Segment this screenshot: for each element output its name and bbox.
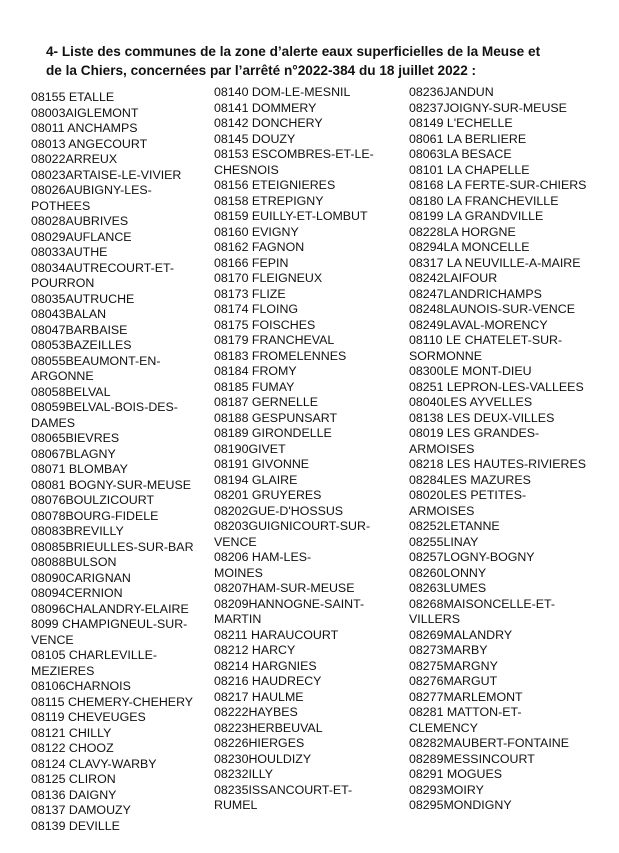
commune-line: 08170 FLEIGNEUX [214,271,323,285]
commune-line: 08119 CHEVEUGES [31,710,146,724]
commune-line: 08124 CLAVY-WARBY [31,756,157,771]
commune-line: 08257LOGNY-BOGNY [409,550,535,564]
commune-line: MARTIN [214,612,262,626]
commune-line: 08141 DOMMERY [214,100,317,115]
commune-line: CLEMENCY [409,720,478,735]
commune-line: 08199 LA GRANDVILLE [409,209,544,223]
commune-line: 08106CHARNOIS [31,679,131,693]
commune-line: 08235ISSANCOURT-ET- [214,782,353,797]
commune-line: 08202GUE-D'HOSSUS [214,503,344,518]
commune-column-2 [214,85,392,814]
commune-line: 08206 HAM-LES- [214,550,312,564]
commune-line: POTHEES [31,198,91,213]
commune-line: 08115 CHEMERY-CHEHERY [31,694,194,709]
commune-line: 08067BLAGNY [31,446,116,461]
commune-line: 08029AUFLANCE [31,229,132,244]
commune-line: 08019 LES GRANDES- [409,426,540,440]
commune-line: 08166 FEPIN [214,255,289,270]
commune-line: 08059BELVAL-BOIS-DES- [31,400,178,414]
commune-line: 08028AUBRIVES [31,214,129,228]
commune-line: 08212 HARCY [214,643,296,657]
commune-line: 08281 MATTON-ET- [409,705,522,719]
commune-line: MEZIERES [31,663,95,678]
commune-line: 08248LAUNOIS-SUR-VENCE [409,302,575,316]
commune-line: 08252LETANNE [409,519,500,533]
commune-line: 08121 CHILLY [31,725,112,740]
commune-line: 08207HAM-SUR-MEUSE [214,581,355,595]
commune-line: 08291 MOGUES [409,767,502,781]
commune-line: 08293MOIRY [409,782,484,797]
commune-line: 08247LANDRICHAMPS [409,286,542,301]
commune-line: 08255LINAY [409,534,479,549]
commune-line: 08061 LA BERLIERE [409,131,527,146]
commune-line: 08294LA MONCELLE [409,240,530,254]
commune-line: 08201 GRUYERES [214,488,322,502]
commune-line: CHESNOIS [214,162,279,177]
commune-line: ARMOISES [409,503,475,518]
commune-line: 08277MARLEMONT [409,689,523,704]
commune-line: 08110 LE CHATELET-SUR- [409,333,563,347]
commune-line: VENCE [214,534,257,549]
commune-line: 08022ARREUX [31,152,118,166]
commune-line: 08088BULSON [31,555,117,569]
commune-line: SORMONNE [409,348,482,363]
commune-line: 08179 FRANCHEVAL [214,333,335,347]
commune-line: VILLERS [409,612,460,626]
commune-line: 08168 LA FERTE-SUR-CHIERS [409,178,587,192]
commune-line: 08226HIERGES [214,736,305,750]
commune-line: 08026AUBIGNY-LES- [31,183,152,197]
commune-line: 08273MARBY [409,643,488,657]
commune-line: 08065BIEVRES [31,431,120,445]
commune-line: 08085BRIEULLES-SUR-BAR [31,539,194,554]
commune-line: 08078BOURG-FIDELE [31,508,159,523]
title-line-1: 4- Liste des communes de la zone d’alerte eaux superficielles de la Meuse et [46,44,541,59]
commune-line: 08158 ETREPIGNY [214,193,324,208]
commune-line: 08295MONDIGNY [409,798,512,812]
commune-line: 08136 DAIGNY [31,787,117,802]
commune-line: 08232ILLY [214,767,274,781]
commune-line: 08040LES AYVELLES [409,395,533,409]
commune-line: 08180 LA FRANCHEVILLE [409,193,559,208]
commune-line: 08242LAIFOUR [409,271,498,285]
commune-line: 08203GUIGNICOURT-SUR- [214,519,371,533]
commune-line: 08096CHALANDRY-ELAIRE [31,601,189,616]
commune-line: 08251 LEPRON-LES-VALLEES [409,379,584,394]
commune-line: 08289MESSINCOURT [409,751,535,766]
commune-line: ARGONNE [31,369,94,383]
commune-line: 08194 GLAIRE [214,472,298,487]
commune-line: 08160 EVIGNY [214,224,299,239]
commune-line: 08013 ANGECOURT [31,136,148,151]
commune-line: 08149 L'ECHELLE [409,116,513,130]
commune-line: 08140 DOM-LE-MESNIL [214,85,351,99]
commune-line: 08216 HAUDRECY [214,674,322,688]
commune-column-3 [409,85,589,814]
commune-line: 08083BREVILLY [31,524,124,538]
commune-line: 08047BARBAISE [31,322,128,337]
commune-line: 08153 ESCOMBRES-ET-LE- [214,147,374,161]
commune-line: 08187 GERNELLE [214,395,319,409]
commune-line: 08269MALANDRY [409,627,513,642]
commune-line: 08053BAZEILLES [31,338,132,352]
commune-line: 08071 BLOMBAY [31,462,128,476]
commune-line: 08191 GIVONNE [214,457,310,471]
commune-line: 08020LES PETITES- [409,488,527,502]
commune-line: 08063LA BESACE [409,147,512,161]
commune-line: DAMES [31,415,76,430]
commune-line: 08137 DAMOUZY [31,803,131,817]
commune-line: 08033AUTHE [31,245,108,259]
commune-line: 08155 ETALLE [31,90,115,104]
commune-line: RUMEL [214,798,258,812]
commune-line: 08317 LA NEUVILLE-A-MAIRE [409,255,581,270]
commune-line: 08249LAVAL-MORENCY [409,317,548,332]
commune-line: 08185 FUMAY [214,379,295,394]
commune-line: 08139 DEVILLE [31,818,120,833]
title-line-2: de la Chiers, concernées par l’arrêté n°2022-384 du 18 juillet 2022 : [46,63,477,78]
commune-line: 08094CERNION [31,586,123,600]
commune-line: 08173 FLIZE [214,286,286,301]
commune-line: VENCE [31,632,74,647]
commune-line: 08043BALAN [31,307,107,321]
commune-line: 08034AUTRECOURT-ET- [31,260,174,275]
commune-line: 08209HANNOGNE-SAINT- [214,596,365,611]
commune-line: 08214 HARGNIES [214,658,317,673]
commune-line: 08223HERBEUVAL [214,720,323,735]
commune-line: 08190GIVET [214,441,286,456]
commune-line: 8099 CHAMPIGNEUL-SUR- [31,617,188,631]
commune-line: 08276MARGUT [409,674,498,688]
commune-line: 08263LUMES [409,581,487,595]
commune-line: 08055BEAUMONT-EN- [31,353,161,368]
commune-line: 08090CARIGNAN [31,570,131,585]
commune-line: POURRON [31,276,95,290]
commune-line: 08162 FAGNON [214,240,305,254]
commune-line: 08003AIGLEMONT [31,105,139,120]
commune-line: 08222HAYBES [214,705,298,719]
commune-line: 08081 BOGNY-SUR-MEUSE [31,477,191,492]
commune-line: 08138 LES DEUX-VILLES [409,410,555,425]
commune-line: 08300LE MONT-DIEU [409,364,532,378]
commune-line: 08260LONNY [409,565,487,580]
commune-line: 08175 FOISCHES [214,317,316,332]
commune-line: ARMOISES [409,441,475,456]
commune-line: 08023ARTAISE-LE-VIVIER [31,167,182,182]
commune-line: 08058BELVAL [31,384,111,399]
commune-line: 08275MARGNY [409,658,498,673]
commune-line: 08268MAISONCELLE-ET- [409,596,555,611]
commune-line: 08183 FROMELENNES [214,348,347,363]
commune-line: 08282MAUBERT-FONTAINE [409,736,569,750]
commune-line: 08236JANDUN [409,85,494,99]
commune-line: 08076BOULZICOURT [31,493,155,507]
commune-line: 08217 HAULME [214,689,304,704]
commune-line: 08105 CHARLEVILLE- [31,648,158,662]
commune-line: 08284LES MAZURES [409,472,531,487]
commune-line: 08101 LA CHAPELLE [409,162,530,177]
commune-line: 08125 CLIRON [31,772,116,786]
commune-line: 08011 ANCHAMPS [31,121,138,135]
commune-line: 08189 GIRONDELLE [214,426,332,440]
commune-line: 08035AUTRUCHE [31,291,135,306]
commune-column-1 [31,90,207,834]
commune-line: 08156 ETEIGNIERES [214,178,336,192]
commune-line: 08145 DOUZY [214,131,296,146]
document-title [46,42,586,80]
commune-line: 08211 HARAUCOURT [214,627,339,642]
commune-line: 08142 DONCHERY [214,116,323,130]
commune-line: 08122 CHOOZ [31,741,114,755]
commune-line: 08188 GESPUNSART [214,410,338,425]
commune-line: 08228LA HORGNE [409,224,516,239]
commune-line: 08174 FLOING [214,302,299,316]
commune-line: 08237JOIGNY-SUR-MEUSE [409,100,567,115]
commune-line: MOINES [214,565,263,580]
commune-line: 08184 FROMY [214,364,297,378]
commune-line: 08230HOULDIZY [214,751,312,766]
commune-line: 08159 EUILLY-ET-LOMBUT [214,209,368,223]
commune-line: 08218 LES HAUTES-RIVIERES [409,457,586,471]
